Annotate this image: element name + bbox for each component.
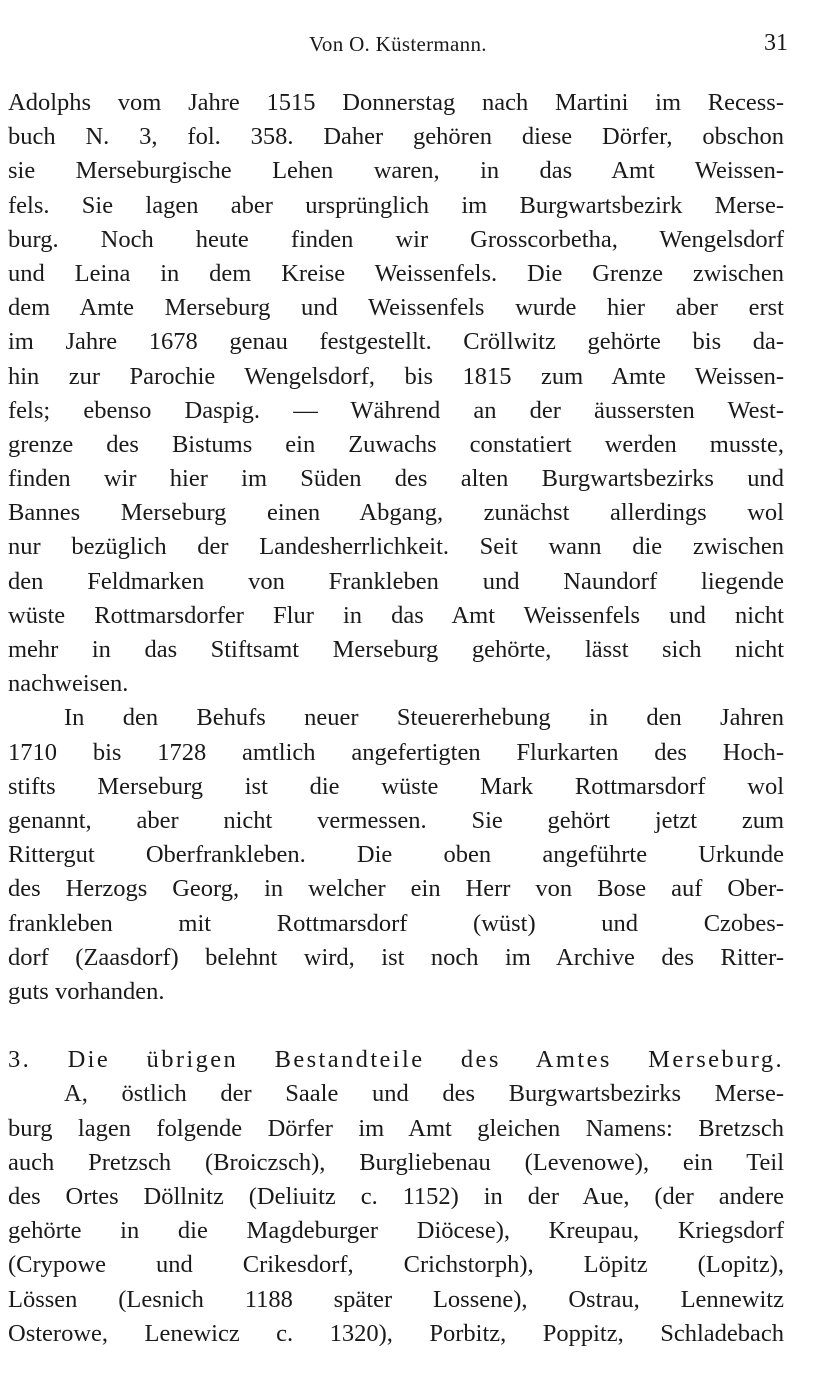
running-title: Von O. Küstermann. [309, 32, 487, 56]
section-heading: 3. Die übrigen Bestandteile des Amtes Merseburg. [8, 1046, 784, 1074]
text-line: nur bezüglich der Landesherrlichkeit. Seit wann die zwischen [8, 533, 784, 561]
body-text [8, 86, 784, 1351]
text-line: fels. Sie lagen aber ursprünglich im Burgwartsbezirk Merse- [8, 191, 784, 219]
text-line: genannt, aber nicht vermessen. Sie gehört jetzt zum [8, 806, 784, 834]
text-line: wüste Rottmarsdorfer Flur in das Amt Weissenfels und nicht [8, 601, 784, 629]
text-line: In den Behufs neuer Steuererhebung in den Jahren [64, 704, 784, 732]
text-line: grenze des Bistums ein Zuwachs constatiert werden musste, [8, 430, 784, 458]
text-line: frankleben mit Rottmarsdorf (wüst) und Czobes- [8, 909, 784, 937]
text-line: des Herzogs Georg, in welcher ein Herr von Bose auf Ober- [8, 875, 784, 903]
text-line: guts vorhanden. [8, 977, 165, 1005]
text-line: burg lagen folgende Dörfer im Amt gleichen Namens: Bretzsch [8, 1114, 784, 1142]
text-line: (Crypowe und Crikesdorf, Crichstorph), Löpitz (Lopitz), [8, 1251, 784, 1279]
text-line: den Feldmarken von Frankleben und Naundorf liegende [8, 567, 784, 595]
text-line: Bannes Merseburg einen Abgang, zunächst allerdings wol [8, 499, 784, 527]
text-line: nachweisen. [8, 670, 129, 698]
text-line: mehr in das Stiftsamt Merseburg gehörte, lässt sich nicht [8, 636, 784, 663]
text-line: und Leina in dem Kreise Weissenfels. Die Grenze zwischen [8, 259, 784, 287]
text-line: buch N. 3, fol. 358. Daher gehören diese Dörfer, obschon [8, 123, 784, 151]
text-line: des Ortes Döllnitz (Deliuitz c. 1152) in der Aue, (der andere [8, 1183, 784, 1210]
text-line: sie Merseburgische Lehen waren, in das Amt Weissen- [8, 157, 784, 185]
text-line: 1710 bis 1728 amtlich angefertigten Flurkarten des Hoch- [8, 738, 784, 766]
text-line: Lössen (Lesnich 1188 später Lossene), Ostrau, Lennewitz [8, 1285, 784, 1313]
paragraph-gap [8, 1009, 784, 1043]
text-line: dorf (Zaasdorf) belehnt wird, ist noch im Archive des Ritter- [8, 943, 784, 971]
text-line: hin zur Parochie Wengelsdorf, bis 1815 zum Amte Weissen- [8, 362, 784, 390]
text-line: Osterowe, Lenewicz c. 1320), Porbitz, Poppitz, Schladebach [8, 1319, 784, 1347]
text-line: finden wir hier im Süden des alten Burgwartsbezirks und [8, 465, 784, 493]
text-line: im Jahre 1678 genau festgestellt. Cröllwitz gehörte bis da- [8, 328, 784, 356]
page-number: 31 [764, 30, 788, 56]
text-line: stifts Merseburg ist die wüste Mark Rottmarsdorf wol [8, 772, 784, 800]
text-line: dem Amte Merseburg und Weissenfels wurde hier aber erst [8, 294, 784, 322]
text-line: gehörte in die Magdeburger Diöcese), Kreupau, Kriegsdorf [8, 1217, 784, 1245]
text-line: Adolphs vom Jahre 1515 Donnerstag nach Martini im Recess- [8, 89, 784, 116]
page-header [8, 30, 788, 64]
text-line: auch Pretzsch (Broiczsch), Burgliebenau (Levenowe), ein Teil [8, 1148, 784, 1176]
text-line: fels; ebenso Daspig. — Während an der äussersten West- [8, 396, 784, 424]
text-line: A, östlich der Saale und des Burgwartsbezirks Merse- [64, 1080, 784, 1108]
text-line: burg. Noch heute finden wir Grosscorbetha, Wengelsdorf [8, 225, 784, 253]
text-line: Rittergut Oberfrankleben. Die oben angeführte Urkunde [8, 841, 784, 869]
